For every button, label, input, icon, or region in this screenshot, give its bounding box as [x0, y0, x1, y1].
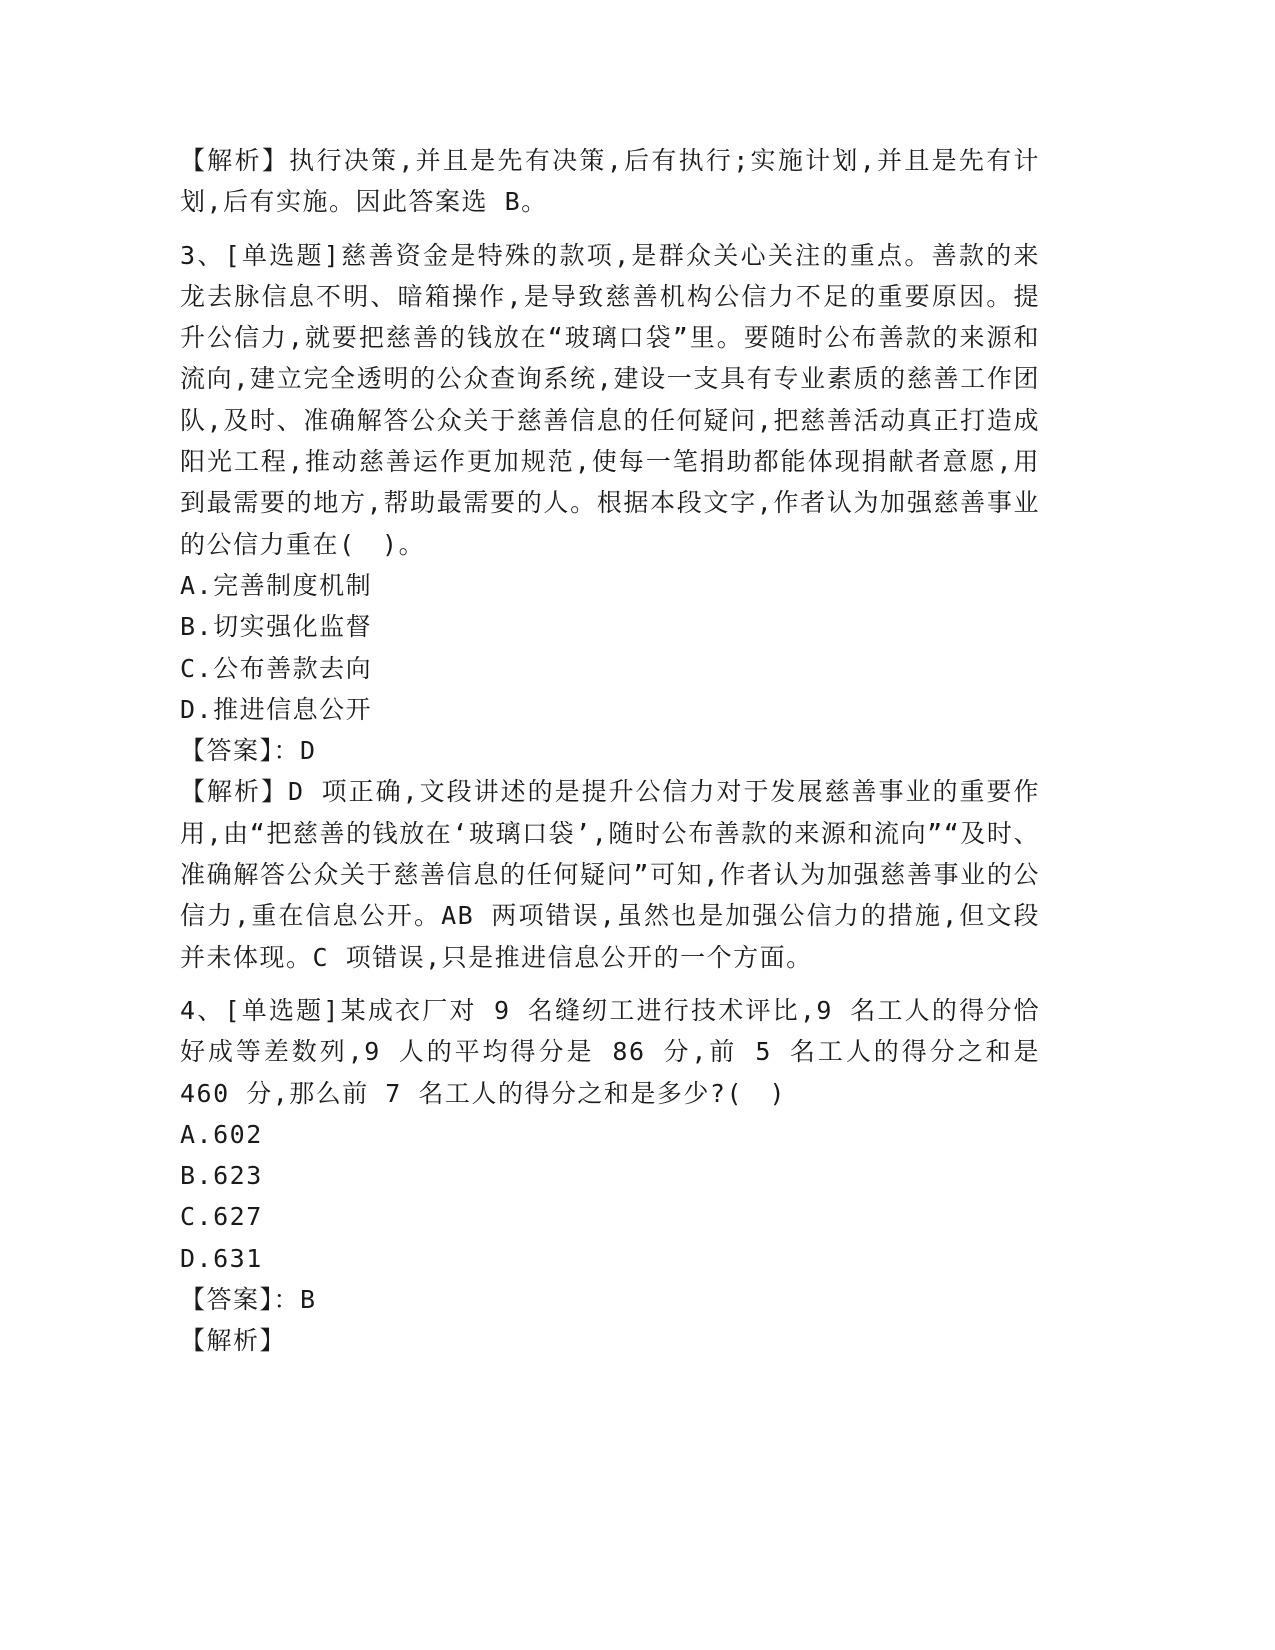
question-4-stem: 4、[单选题]某成衣厂对 9 名缝纫工进行技术评比,9 名工人的得分恰好成等差数列,9 人的平均得分是 86 分,前 5 名工人的得分之和是 460 分,那么前 7 名工人的得分之和是多少?( ) — [180, 995, 1040, 1108]
question-3-explanation: 【解析】D 项正确,文段讲述的是提升公信力对于发展慈善事业的重要作用,由“把慈善的钱放在‘玻璃口袋’,随时公布善款的来源和流向”“及时、准确解答公众关于慈善信息的任何疑问”可知,作者认为加强慈善事业的公信力,重在信息公开。AB 两项错误,虽然也是加强公信力的措施,但文段并未体现。C 项错误,只是推进信息公开的一个方面。 — [180, 777, 1040, 972]
question-4-option-d: D.631 — [180, 1243, 263, 1273]
question-3-answer: 【答案】：D — [180, 736, 317, 766]
question-3-option-d: D.推进信息公开 — [180, 694, 373, 724]
document-page — [180, 140, 1040, 1362]
question-4-answer: 【答案】：B — [180, 1285, 317, 1315]
question-4-option-c: C.627 — [180, 1202, 263, 1232]
question-3-option-a: A.完善制度机制 — [180, 570, 373, 600]
question-3-stem: 3、[单选题]慈善资金是特殊的款项,是群众关心关注的重点。善款的来龙去脉信息不明、暗箱操作,是导致慈善机构公信力不足的重要原因。提升公信力,就要把慈善的钱放在“玻璃口袋”里。要随时公布善款的来源和流向,建立完全透明的公众查询系统,建设一支具有专业素质的慈善工作团队,及时、准确解答公众关于慈善信息的任何疑问,把慈善活动真正打造成阳光工程,推动慈善运作更加规范,使每一笔捐助都能体现捐献者意愿,用到最需要的地方,帮助最需要的人。根据本段文字,作者认为加强慈善事业的公信力重在( )。 — [180, 240, 1040, 559]
explanation-q2: 【解析】执行决策,并且是先有决策,后有执行;实施计划,并且是先有计划,后有实施。因此答案选 B。 — [180, 146, 1040, 217]
question-3-option-c: C.公布善款去向 — [180, 653, 373, 683]
question-3-option-b: B.切实强化监督 — [180, 612, 373, 642]
question-4-option-a: A.602 — [180, 1119, 263, 1149]
question-4-option-b: B.623 — [180, 1161, 263, 1191]
question-4-explanation-label: 【解析】 — [180, 1326, 287, 1356]
